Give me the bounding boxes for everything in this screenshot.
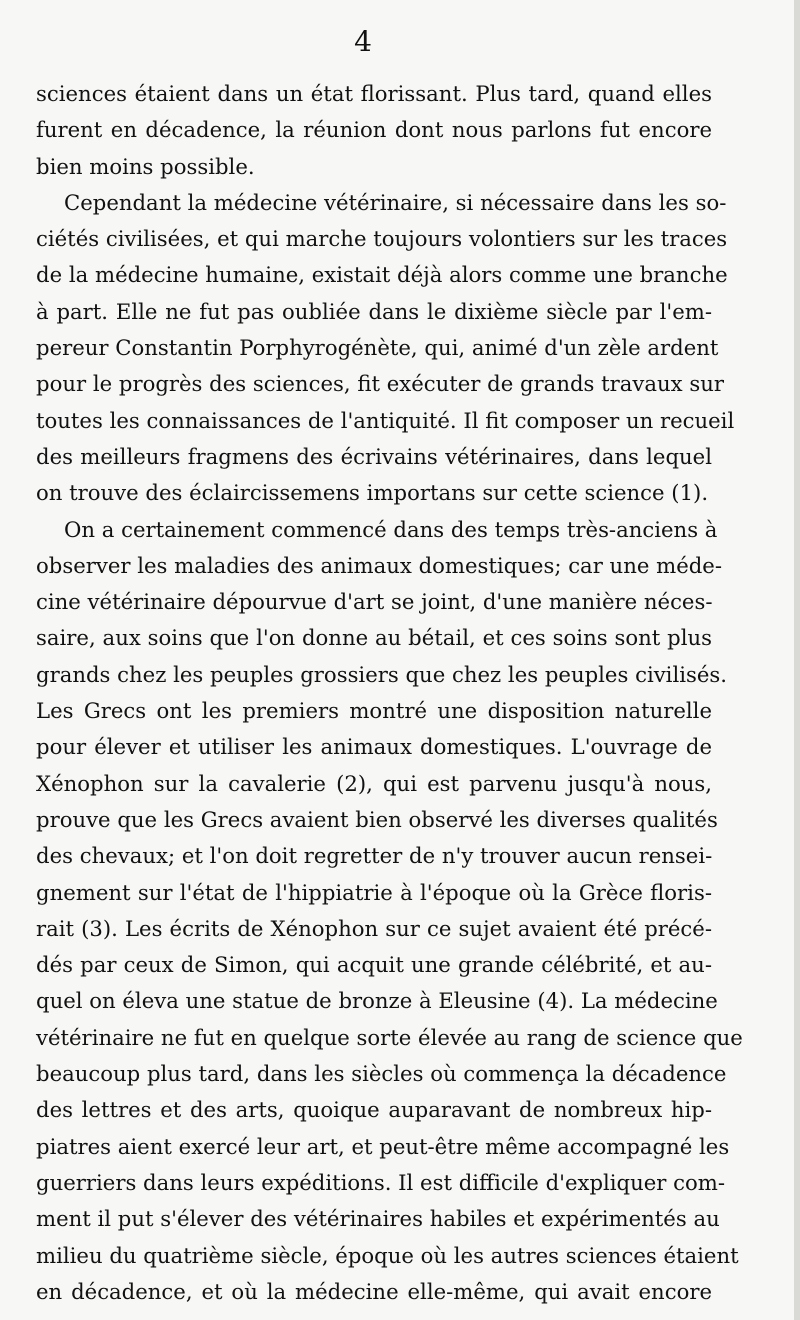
text-line: vétérinaire ne fut en quelque sorte élevée au rang de science que xyxy=(36,1024,743,1050)
text-line: des lettres et des arts, quoique auparavant de nombreux hip- xyxy=(36,1097,712,1123)
text-line: sciences étaient dans un état florissant. Plus tard, quand elles xyxy=(36,81,712,106)
text-line: ciétés civilisées, et qui marche toujours volontiers sur les traces xyxy=(36,226,728,252)
text-line: de la médecine humaine, existait déjà alors comme une branche xyxy=(36,262,728,288)
text-line: pereur Constantin Porphyrogénète, qui, animé d'un zèle ardent xyxy=(36,335,719,361)
text-line: On a certainement commencé dans des temps très-anciens à xyxy=(64,516,718,542)
text-line: on trouve des éclaircissemens importans sur cette science (1). xyxy=(36,480,709,506)
text-line: des chevaux; et l'on doit regretter de n'y trouver aucun rensei- xyxy=(36,843,713,869)
text-line: milieu du quatrième siècle, époque où les autres sciences étaient xyxy=(36,1242,739,1268)
text-line: beaucoup plus tard, dans les siècles où commença la décadence xyxy=(36,1061,727,1087)
text-line: prouve que les Grecs avaient bien observé les diverses qualités xyxy=(36,806,718,832)
text-line: quel on éleva une statue de bronze à Eleusine (4). La médecine xyxy=(36,988,718,1014)
text-line: Cependant la médecine vétérinaire, si nécessaire dans les so- xyxy=(64,189,727,215)
text-line: guerriers dans leurs expéditions. Il est difficile d'expliquer com- xyxy=(36,1169,726,1195)
text-line: toutes les connaissances de l'antiquité. Il fit composer un recueil xyxy=(36,407,735,433)
text-line: des meilleurs fragmens des écrivains vétérinaires, dans lequel xyxy=(36,443,712,469)
text-line: pour élever et utiliser les animaux domestiques. L'ouvrage de xyxy=(36,734,712,760)
text-line: dés par ceux de Simon, qui acquit une grande célébrité, et au- xyxy=(36,952,712,978)
text-line: observer les maladies des animaux domestiques; car une méde- xyxy=(36,552,723,578)
body-text xyxy=(36,76,743,1310)
text-line: bien moins possible. xyxy=(36,153,255,179)
text-line: à part. Elle ne fut pas oubliée dans le dixième siècle par l'em- xyxy=(36,298,712,324)
text-line: pour le progrès des sciences, fit exécuter de grands travaux sur xyxy=(36,371,724,397)
text-line: ment il put s'élever des vétérinaires habiles et expérimentés au xyxy=(36,1206,720,1232)
text-line: gnement sur l'état de l'hippiatrie à l'époque où la Grèce floris- xyxy=(36,879,712,905)
text-line: grands chez les peuples grossiers que chez les peuples civilisés. xyxy=(36,661,728,687)
text-line: Xénophon sur la cavalerie (2), qui est parvenu jusqu'à nous, xyxy=(36,770,712,796)
text-line: Les Grecs ont les premiers montré une disposition naturelle xyxy=(36,698,712,724)
text-line: piatres aient exercé leur art, et peut-être même accompagné les xyxy=(36,1133,730,1159)
text-line: rait (3). Les écrits de Xénophon sur ce sujet avaient été précé- xyxy=(36,915,712,941)
text-line: saire, aux soins que l'on donne au bétail, et ces soins sont plus xyxy=(36,625,712,651)
page-number: 4 xyxy=(354,25,372,58)
text-line: en décadence, et où la médecine elle-même, qui avait encore xyxy=(36,1278,712,1304)
text-line: cine vétérinaire dépourvue d'art se joint, d'une manière néces- xyxy=(36,589,713,615)
text-line: furent en décadence, la réunion dont nous parlons fut encore xyxy=(36,117,712,143)
